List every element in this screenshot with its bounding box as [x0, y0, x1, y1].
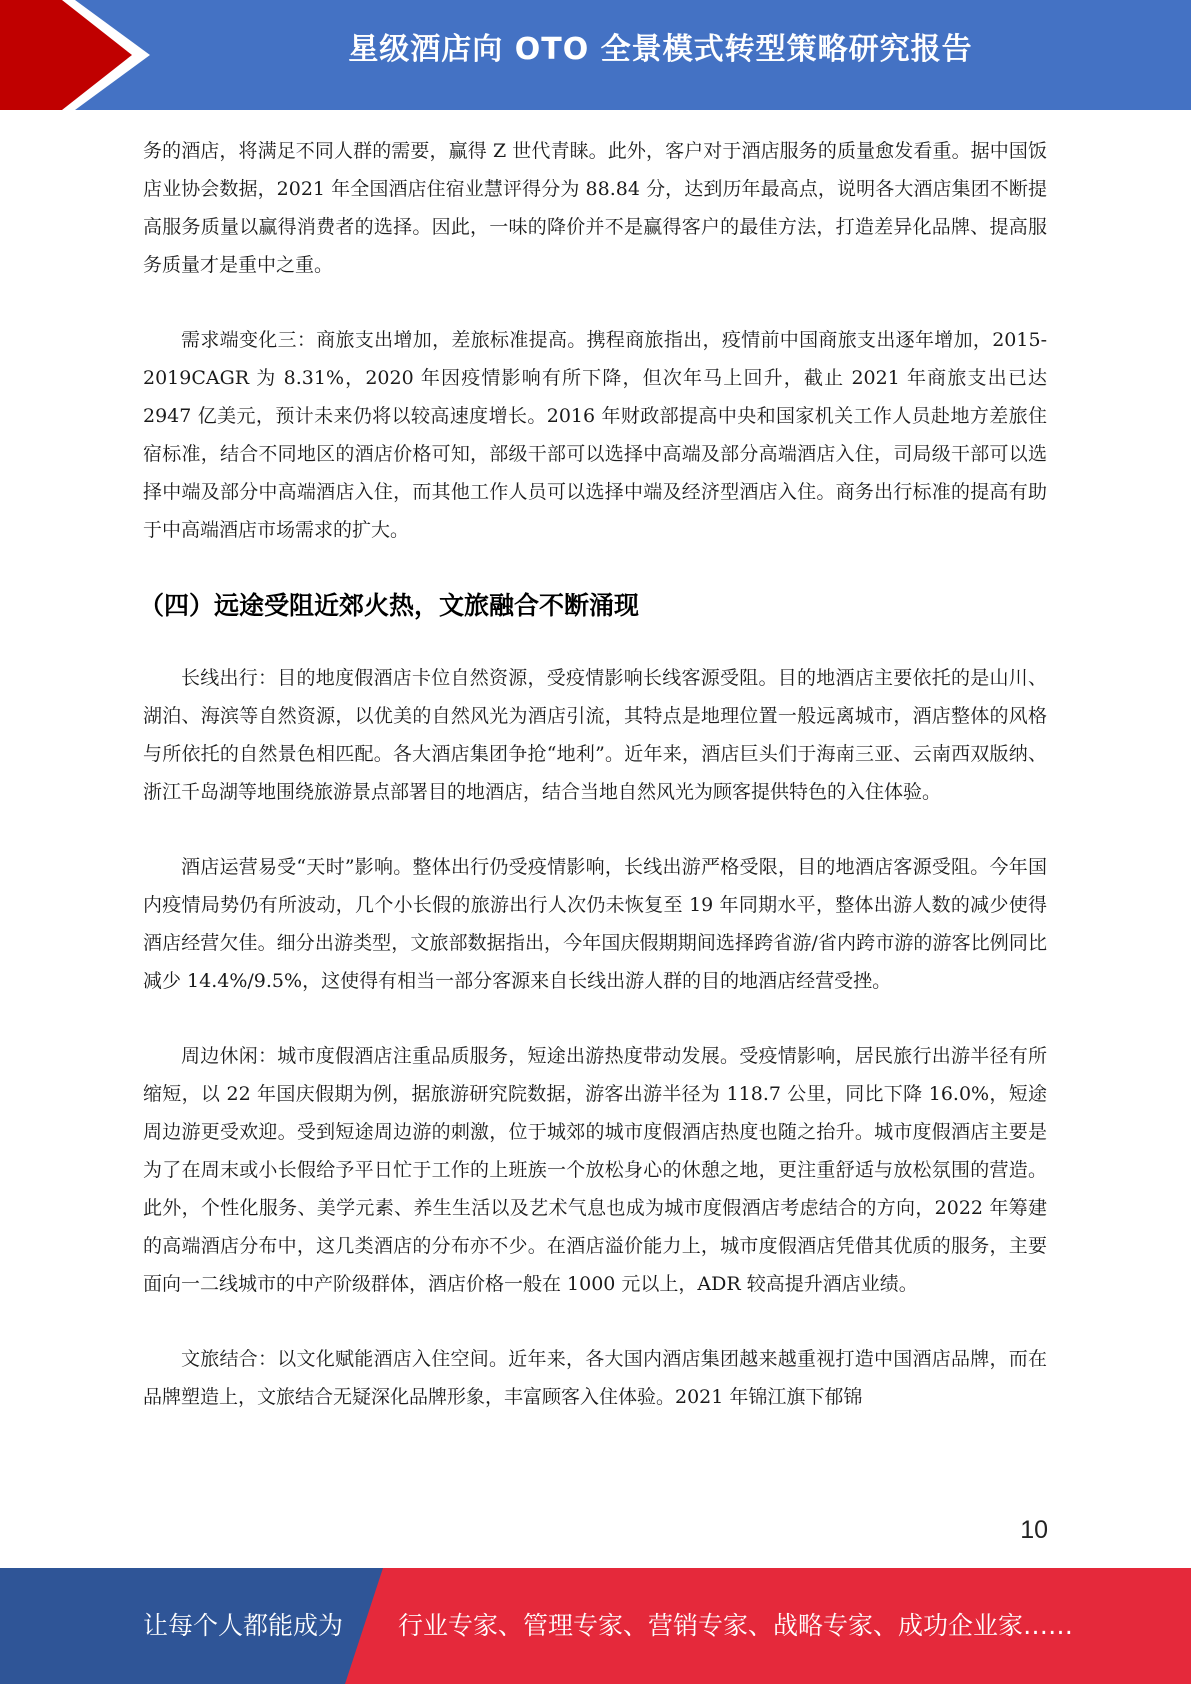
page-footer — [0, 1568, 1191, 1684]
footer-slogan-right: 行业专家、管理专家、营销专家、战略专家、成功企业家…… — [398, 1611, 1074, 1640]
page-number: 10 — [1020, 1516, 1048, 1544]
paragraph: 长线出行：目的地度假酒店卡位自然资源，受疫情影响长线客源受阻。目的地酒店主要依托的是山川、湖泊、海滨等自然资源，以优美的自然风光为酒店引流，其特点是地理位置一般远离城市，酒店整体的风格与所依托的自然景色相匹配。各大酒店集团争抢“地利”。近年来，酒店巨头们于海南三亚、云南西双版纳、浙江千岛湖等地围绕旅游景点部署目的地酒店，结合当地自然风光为顾客提供特色的入住体验。 — [143, 667, 1047, 803]
paragraph: 酒店运营易受“天时”影响。整体出行仍受疫情影响，长线出游严格受限，目的地酒店客源受阻。今年国内疫情局势仍有所波动，几个小长假的旅游出行人次仍未恢复至 19 年同期水平，整体出游人数的减少使得酒店经营欠佳。细分出游类型，文旅部数据指出，今年国庆假期期间选择跨省游/省内跨市游的游客比例同比减少 14.4%/9.5%，这使得有相当一部分客源来自长线出游人群的目的地酒店经营受挫。 — [143, 856, 1047, 992]
report-title: 星级酒店向 OTO 全景模式转型策略研究报告 — [348, 32, 973, 67]
header-chevron-decoration — [0, 0, 150, 110]
section-heading: （四）远途受阻近郊火热，文旅融合不断涌现 — [139, 591, 640, 620]
footer-slogan-left: 让每个人都能成为 — [143, 1611, 344, 1640]
paragraph: 文旅结合：以文化赋能酒店入住空间。近年来，各大国内酒店集团越来越重视打造中国酒店品牌，而在品牌塑造上，文旅结合无疑深化品牌形象，丰富顾客入住体验。2021 年锦江旗下郁锦 — [143, 1348, 1047, 1408]
paragraph: 需求端变化三：商旅支出增加，差旅标准提高。携程商旅指出，疫情前中国商旅支出逐年增加，2015-2019CAGR 为 8.31%，2020 年因疫情影响有所下降，但次年马上回升，截止 2021 年商旅支出已达 2947 亿美元，预计未来仍将以较高速度增长。2016 年财政部提高中央和国家机关工作人员赴地方差旅住宿标准，结合不同地区的酒店价格可知，部级干部可以选择中高端及部分高端酒店入住，司局级干部可以选择中端及部分中高端酒店入住，而其他工作人员可以选择中端及经济型酒店入住。商务出行标准的提高有助于中高端酒店市场需求的扩大。 — [143, 329, 1047, 541]
paragraph: 务的酒店，将满足不同人群的需要，赢得 Z 世代青睐。此外，客户对于酒店服务的质量愈发看重。据中国饭店业协会数据，2021 年全国酒店住宿业慧评得分为 88.84 分，达到历年最高点，说明各大酒店集团不断提高服务质量以赢得消费者的选择。因此，一味的降价并不是赢得客户的最佳方法，打造差异化品牌、提高服务质量才是重中之重。 — [143, 140, 1047, 276]
document-body — [139, 132, 1047, 1453]
paragraph: 周边休闲：城市度假酒店注重品质服务，短途出游热度带动发展。受疫情影响，居民旅行出游半径有所缩短，以 22 年国庆假期为例，据旅游研究院数据，游客出游半径为 118.7 公里，同比下降 16.0%，短途周边游更受欢迎。受到短途周边游的刺激，位于城郊的城市度假酒店热度也随之抬升。城市度假酒店主要是为了在周末或小长假给予平日忙于工作的上班族一个放松身心的休憩之地，更注重舒适与放松氛围的营造。此外，个性化服务、美学元素、养生生活以及艺术气息也成为城市度假酒店考虑结合的方向，2022 年筹建的高端酒店分布中，这几类酒店的分布亦不少。在酒店溢价能力上，城市度假酒店凭借其优质的服务，主要面向一二线城市的中产阶级群体，酒店价格一般在 1000 元以上，ADR 较高提升酒店业绩。 — [143, 1045, 1047, 1295]
page-header — [0, 0, 1191, 110]
